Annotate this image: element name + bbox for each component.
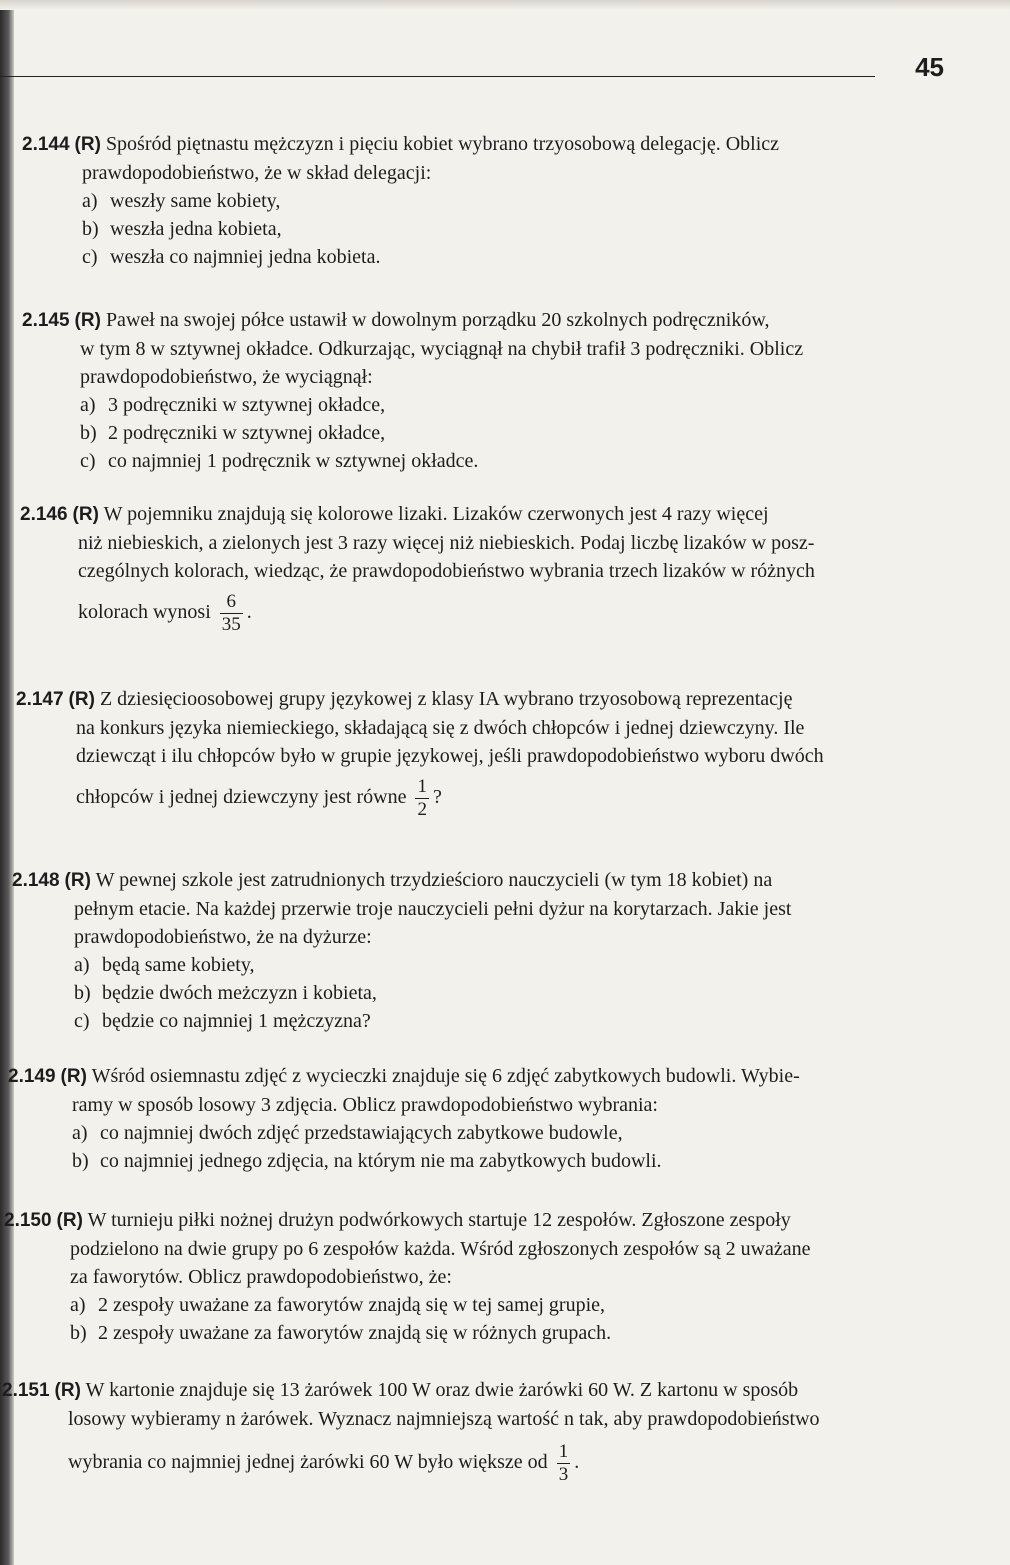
page-number: 45 bbox=[915, 52, 944, 82]
problem-text: pełnym etacie. Na każdej przerwie troje nauczycieli pełni dyżur na korytarzach. Jakie jest bbox=[74, 898, 792, 920]
problem-text: Spośród piętnastu mężczyzn i pięciu kobiet wybrano trzyosobową delegację. Oblicz bbox=[105, 133, 780, 155]
problem-last-line: chłopców i jednej dziewczyny jest równe $\frac{1}{2}$ ? bbox=[76, 776, 442, 820]
problem-first-line bbox=[0, 866, 791, 895]
problem-2-151 bbox=[0, 1376, 820, 1486]
problem-text: ramy w sposób losowy 3 zdjęcia. Oblicz prawdopodobieństwo wybrania: bbox=[72, 1094, 658, 1116]
problem-tag: (R) bbox=[54, 1380, 81, 1401]
problem-tag: (R) bbox=[74, 134, 101, 155]
problem-first-line bbox=[0, 1206, 811, 1235]
problem-first-line bbox=[0, 1376, 820, 1405]
fraction: $\frac{6}{35}$ bbox=[221, 591, 241, 635]
problem-tag: (R) bbox=[60, 1066, 87, 1087]
answer-option: b) 2 zespoły uważane za faworytów znajdą się w różnych grupach. bbox=[70, 1322, 612, 1344]
problem-tag: (R) bbox=[64, 870, 91, 891]
answer-option: b) weszła jedna kobieta, bbox=[82, 218, 282, 240]
problem-number: 2.149 bbox=[8, 1066, 56, 1087]
problem-text: Paweł na swojej półce ustawił w dowolnym porządku 20 szkolnych podręczników, bbox=[105, 309, 770, 331]
problem-text: prawdopodobieństwo, że na dyżurze: bbox=[74, 926, 372, 948]
problem-text: prawdopodobieństwo, że w skład delegacji: bbox=[82, 162, 432, 184]
problem-text: Z dziesięcioosobowej grupy językowej z klasy IA wybrano trzyosobową reprezentację bbox=[99, 688, 793, 710]
problem-text: podzielono na dwie grupy po 6 zespołów każda. Wśród zgłoszonych zespołów są 2 uważane bbox=[70, 1238, 811, 1260]
problem-first-line bbox=[0, 500, 815, 529]
problem-number: 2.145 bbox=[22, 310, 70, 331]
problem-text: losowy wybieramy n żarówek. Wyznacz najmniejszą wartość n tak, aby prawdopodobieństwo bbox=[68, 1408, 820, 1430]
problem-first-line bbox=[0, 130, 779, 159]
problem-text: W pewnej szkole jest zatrudnionych trzydzieścioro nauczycieli (w tym 18 kobiet) na bbox=[95, 869, 773, 891]
problem-2-150 bbox=[0, 1206, 811, 1347]
answer-option: c) co najmniej 1 podręcznik w sztywnej okładce. bbox=[80, 450, 479, 472]
problem-text: W pojemniku znajdują się kolorowe lizaki. Lizaków czerwonych jest 4 razy więcej bbox=[103, 503, 769, 525]
problem-number: 2.144 bbox=[22, 134, 70, 155]
answer-option: a) co najmniej dwóch zdjęć przedstawiających zabytkowe budowle, bbox=[72, 1122, 623, 1144]
answer-option: a) będą same kobiety, bbox=[74, 954, 255, 976]
problem-2-148 bbox=[0, 866, 791, 1035]
problem-text: dziewcząt i ilu chłopców było w grupie językowej, jeśli prawdopodobieństwo wyboru dwóch bbox=[76, 745, 824, 767]
problem-2-147 bbox=[0, 685, 824, 821]
fraction: $\frac{1}{2}$ bbox=[417, 776, 427, 820]
problem-2-144 bbox=[0, 130, 779, 271]
problem-2-146 bbox=[0, 500, 815, 636]
problem-number: 2.146 bbox=[20, 504, 68, 525]
problem-tag: (R) bbox=[74, 310, 101, 331]
answer-option: a) 3 podręczniki w sztywnej okładce, bbox=[80, 394, 386, 416]
problem-number: 2.147 bbox=[16, 689, 64, 710]
header-rule bbox=[0, 76, 875, 77]
answer-option: b) będzie dwóch meżczyzn i kobieta, bbox=[74, 982, 377, 1004]
problem-number: 2.150 bbox=[4, 1210, 52, 1231]
answer-option: a) weszły same kobiety, bbox=[82, 190, 281, 212]
answer-option: c) weszła co najmniej jedna kobieta. bbox=[82, 246, 381, 268]
problem-text: za faworytów. Oblicz prawdopodobieństwo, że: bbox=[70, 1266, 452, 1288]
problem-tag: (R) bbox=[68, 689, 95, 710]
problem-number: 2.148 bbox=[12, 870, 60, 891]
problem-text: Wśród osiemnastu zdjęć z wycieczki znajduje się 6 zdjęć zabytkowych budowli. Wybie- bbox=[91, 1065, 800, 1087]
fraction: $\frac{1}{3}$ bbox=[558, 1441, 569, 1485]
problem-text: niż niebieskich, a zielonych jest 3 razy więcej niż niebieskich. Podaj liczbę lizaków w posz- bbox=[78, 532, 815, 554]
problem-text: W turnieju piłki nożnej drużyn podwórkowych startuje 12 zespołów. Zgłoszone zespoły bbox=[87, 1209, 791, 1231]
problem-first-line bbox=[0, 306, 803, 335]
problem-first-line bbox=[0, 685, 824, 714]
answer-option: a) 2 zespoły uważane za faworytów znajdą się w tej samej grupie, bbox=[70, 1294, 606, 1316]
answer-option: b) 2 podręczniki w sztywnej okładce, bbox=[80, 422, 386, 444]
problem-text: w tym 8 w sztywnej okładce. Odkurzając, wyciągnął na chybił trafił 3 podręczniki. Oblicz bbox=[80, 338, 804, 360]
problem-tag: (R) bbox=[56, 1210, 83, 1231]
problem-text: prawdopodobieństwo, że wyciągnął: bbox=[80, 366, 373, 388]
problem-2-145 bbox=[0, 306, 803, 475]
problem-number: 2.151 bbox=[2, 1380, 50, 1401]
problem-2-149 bbox=[0, 1062, 800, 1175]
problem-text: na konkurs języka niemieckiego, składającą się z dwóch chłopców i jednej dziewczyny. Ile bbox=[76, 717, 805, 739]
problem-first-line bbox=[0, 1062, 800, 1091]
answer-option: b) co najmniej jednego zdjęcia, na którym nie ma zabytkowych budowli. bbox=[72, 1150, 662, 1172]
problem-text: W kartonie znajduje się 13 żarówek 100 W oraz dwie żarówki 60 W. Z kartonu w sposób bbox=[85, 1379, 799, 1401]
problem-tag: (R) bbox=[72, 504, 99, 525]
problem-last-line: kolorach wynosi $\frac{6}{35}$ . bbox=[78, 591, 252, 635]
problem-text: czególnych kolorach, wiedząc, że prawdopodobieństwo wybrania trzech lizaków w różnych bbox=[78, 560, 815, 582]
problem-last-line: wybrania co najmniej jednej żarówki 60 W było większe od $\frac{1}{3}$ . bbox=[68, 1441, 580, 1485]
answer-option: c) będzie co najmniej 1 mężczyzna? bbox=[74, 1010, 371, 1032]
top-edge-shadow bbox=[0, 0, 1010, 10]
